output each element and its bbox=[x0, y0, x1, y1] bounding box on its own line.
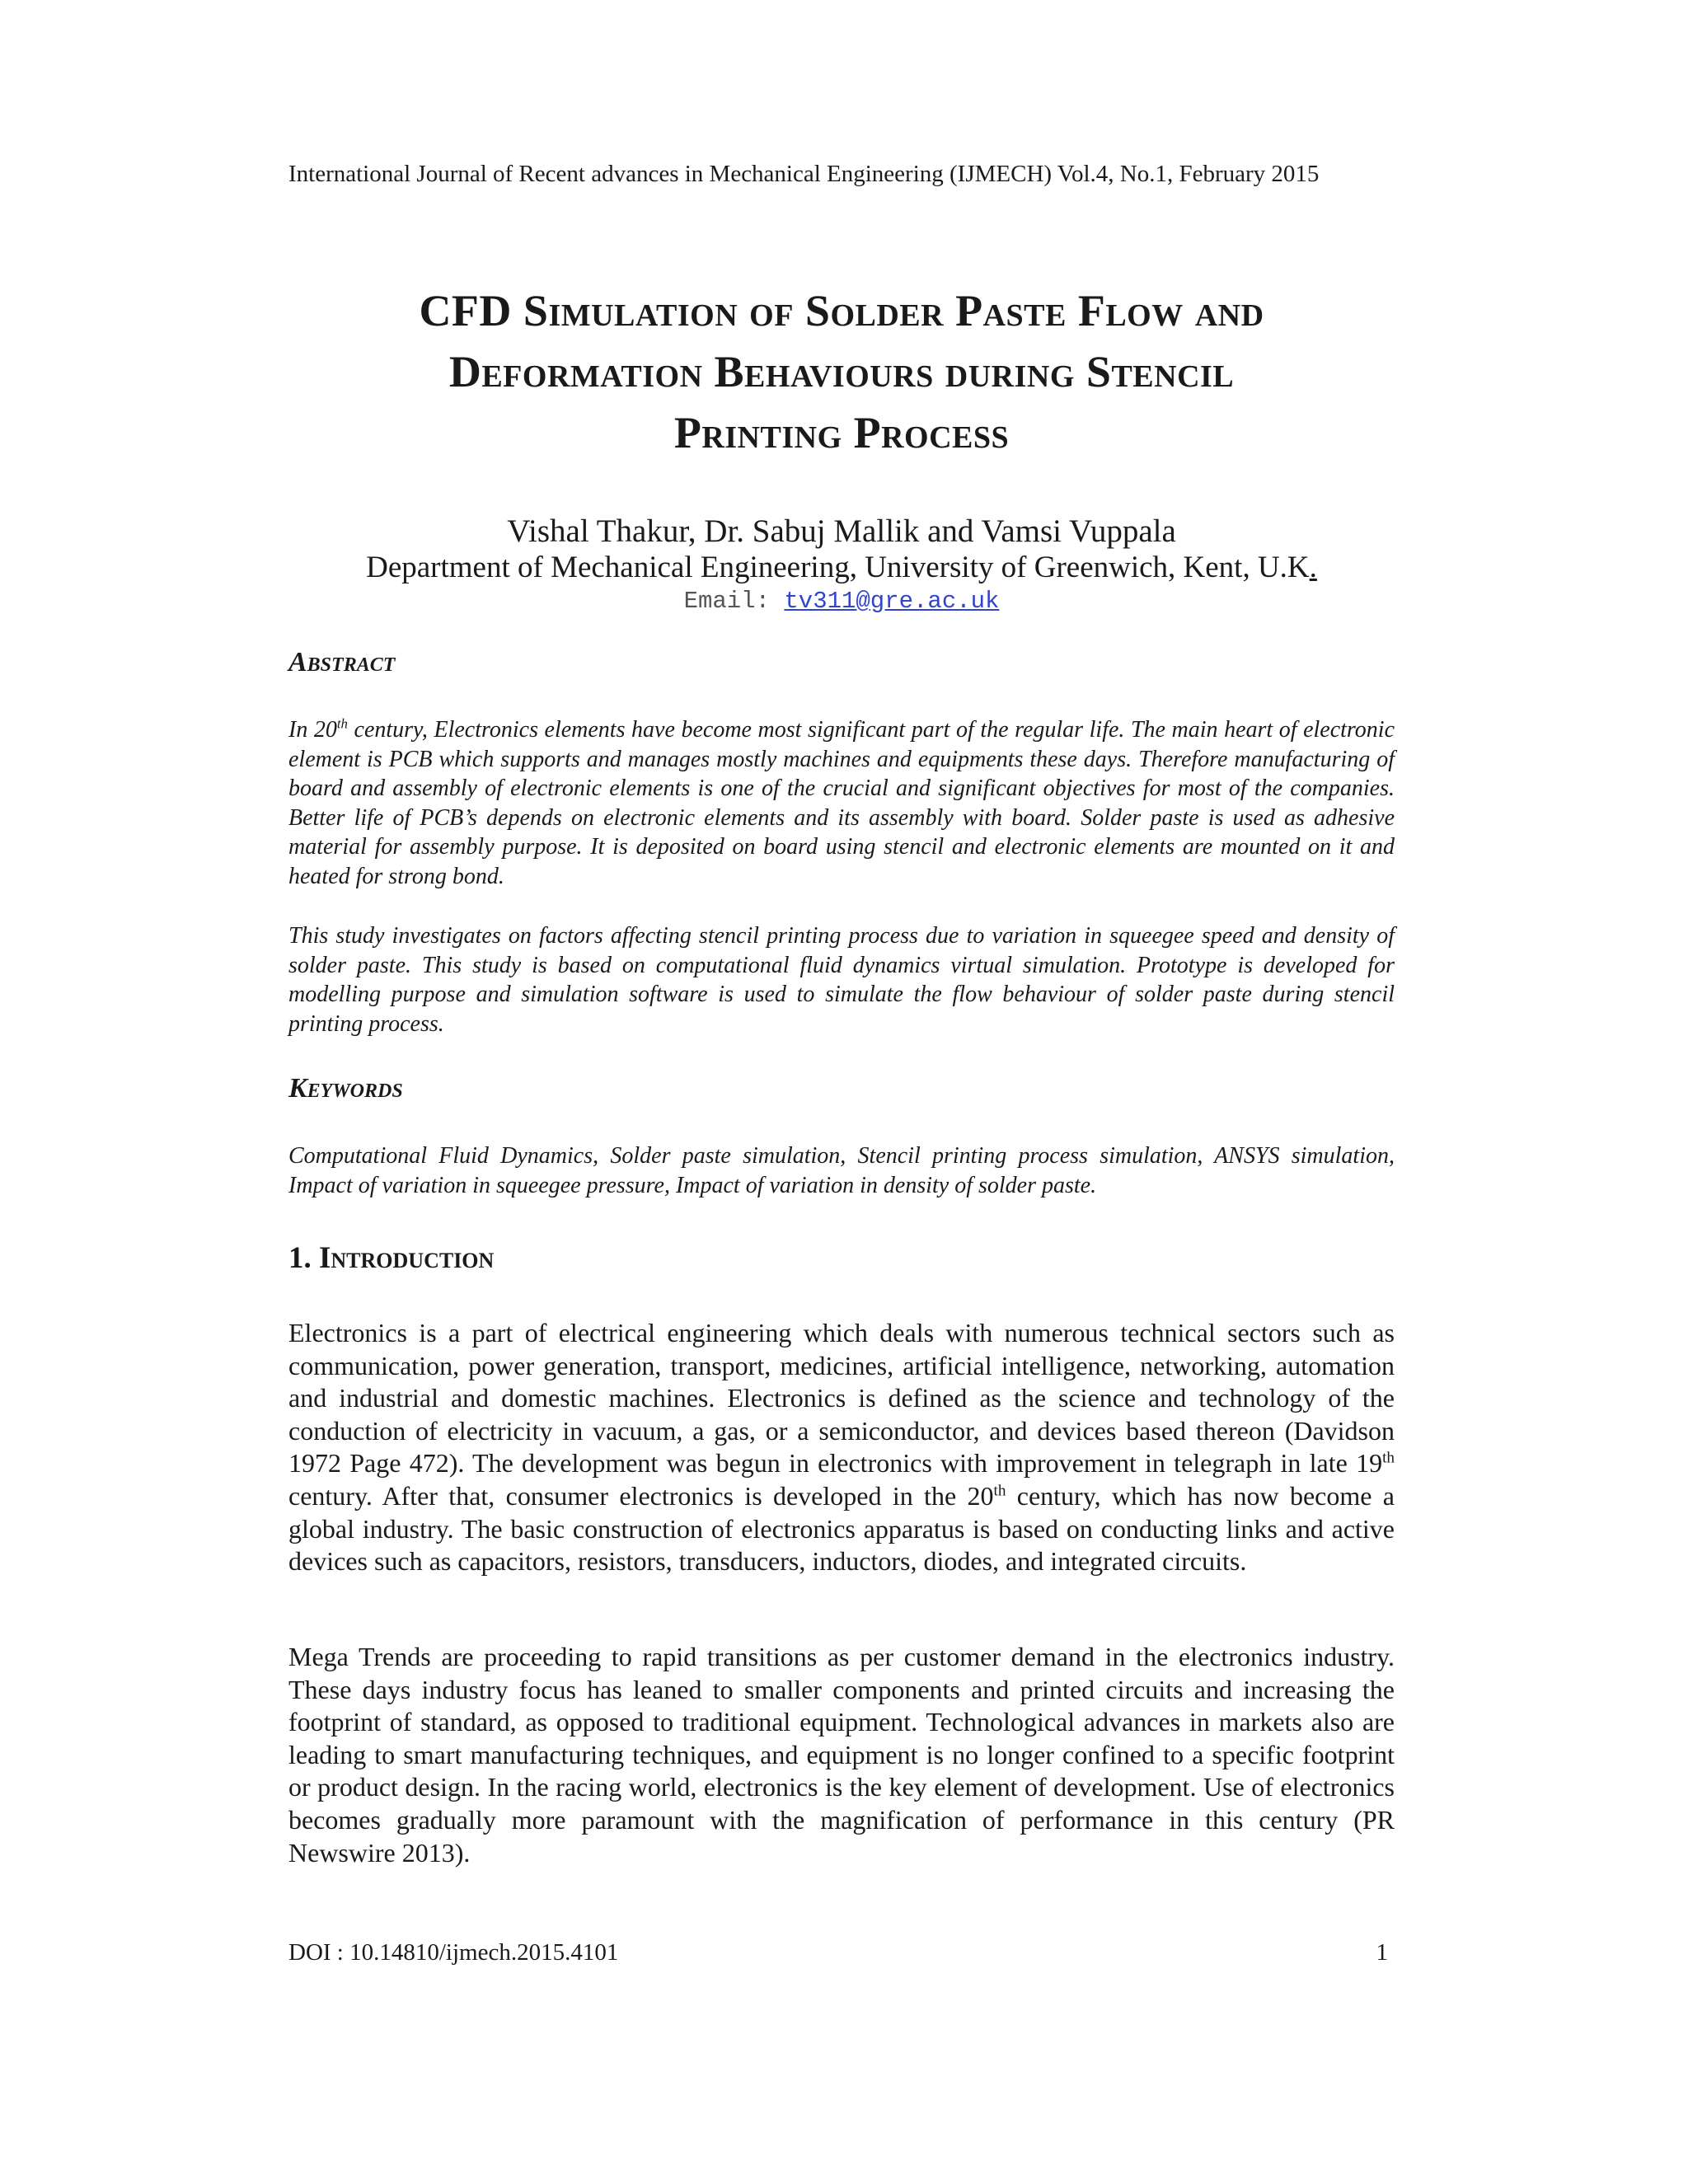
keywords-heading: Keywords bbox=[288, 1073, 403, 1104]
abstract-p1-pre: In 20 bbox=[288, 717, 337, 743]
abstract-paragraph-2: This study investigates on factors affecting stencil printing process due to variation in squeegee speed and density of solder paste. This study is based on computational fluid dynamics virtual simulation. Prototype is developed for modelling purpose and simulation software is used to simulate the flow behaviour of solder paste during stencil printing process. bbox=[288, 923, 1395, 1037]
abstract-paragraph-1 bbox=[288, 715, 1395, 891]
abstract-p1-post: century, Electronics elements have become most significant part of the regular life. The main heart of electronic element is PCB which supports and manages mostly machines and equipments these days. Therefore manufacturing of board and assembly of electronic elements is one of the crucial and significant objectives for most of the companies. Better life of PCB’s depends on electronic elements and its assembly with board. Solder paste is used as adhesive material for assembly purpose. It is deposited on board using stencil and electronic elements are mounted on it and heated for strong bond. bbox=[288, 717, 1395, 889]
paper-title bbox=[288, 280, 1395, 463]
introduction-paragraph-1 bbox=[288, 1317, 1395, 1578]
title-line-3: Printing Process bbox=[673, 408, 1010, 457]
author-list: Vishal Thakur, Dr. Sabuj Mallik and Vamsi Vuppala bbox=[507, 513, 1176, 549]
intro-p1-part3: century, which has now become a global industry. The basic construction of electronics apparatus is based on conducting links and active devices such as capacitors, resistors, transducers, inductors, diodes, and integrated circuits. bbox=[288, 1480, 1395, 1577]
running-header: International Journal of Recent advances in Mechanical Engineering (IJMECH) Vol.4, No.1, February 2015 bbox=[288, 161, 1320, 187]
intro-p1-part1: Electronics is a part of electrical engineering which deals with numerous technical sectors such as communication, power generation, transport, medicines, artificial intelligence, networking, automation and industrial and domestic machines. Electronics is defined as the science and technology of the conduction of electricity in vacuum, a gas, or a semiconductor, and devices based thereon (Davidson 1972 Page 472). The development was begun in electronics with improvement in telegraph in late 19 bbox=[288, 1318, 1395, 1479]
page-number: 1 bbox=[1376, 1939, 1388, 1966]
title-line-2: Deformation Behaviours during Stencil bbox=[448, 347, 1235, 396]
affiliation bbox=[288, 550, 1395, 585]
affiliation-trailing-dot: . bbox=[1309, 551, 1317, 584]
footer-doi: DOI : 10.14810/ijmech.2015.4101 bbox=[288, 1939, 619, 1966]
affiliation-text: Department of Mechanical Engineering, University of Greenwich, Kent, U.K bbox=[366, 551, 1310, 584]
paper-page bbox=[288, 0, 1395, 2184]
title-line-1: CFD Simulation of Solder Paste Flow and bbox=[419, 286, 1264, 335]
email-label: Email: bbox=[683, 588, 785, 615]
email-line bbox=[288, 588, 1395, 615]
intro-p1-sup1: th bbox=[1382, 1449, 1395, 1467]
abstract-heading: Abstract bbox=[288, 647, 396, 677]
keywords-text: Computational Fluid Dynamics, Solder paste simulation, Stencil printing process simulation, ANSYS simulation, Impact of variation in squeegee pressure, Impact of variation in density of solder paste. bbox=[288, 1143, 1395, 1198]
introduction-heading: 1. Introduction bbox=[288, 1241, 495, 1275]
intro-p1-part2: century. After that, consumer electronics is developed in the 20 bbox=[288, 1480, 994, 1511]
introduction-paragraph-2: Mega Trends are proceeding to rapid transitions as per customer demand in the electronics industry. These days industry focus has leaned to smaller components and printed circuits and increasing the footprint of standard, as opposed to traditional equipment. Technological advances in markets also are leading to smart manufacturing techniques, and equipment is no longer confined to a specific footprint or product design. In the racing world, electronics is the key element of development. Use of electronics becomes gradually more paramount with the magnification of performance in this century (PR Newswire 2013). bbox=[288, 1642, 1395, 1868]
intro-p1-sup2: th bbox=[993, 1482, 1006, 1500]
email-link[interactable]: tv311@gre.ac.uk bbox=[784, 588, 1000, 615]
abstract-p1-sup: th bbox=[336, 715, 348, 732]
